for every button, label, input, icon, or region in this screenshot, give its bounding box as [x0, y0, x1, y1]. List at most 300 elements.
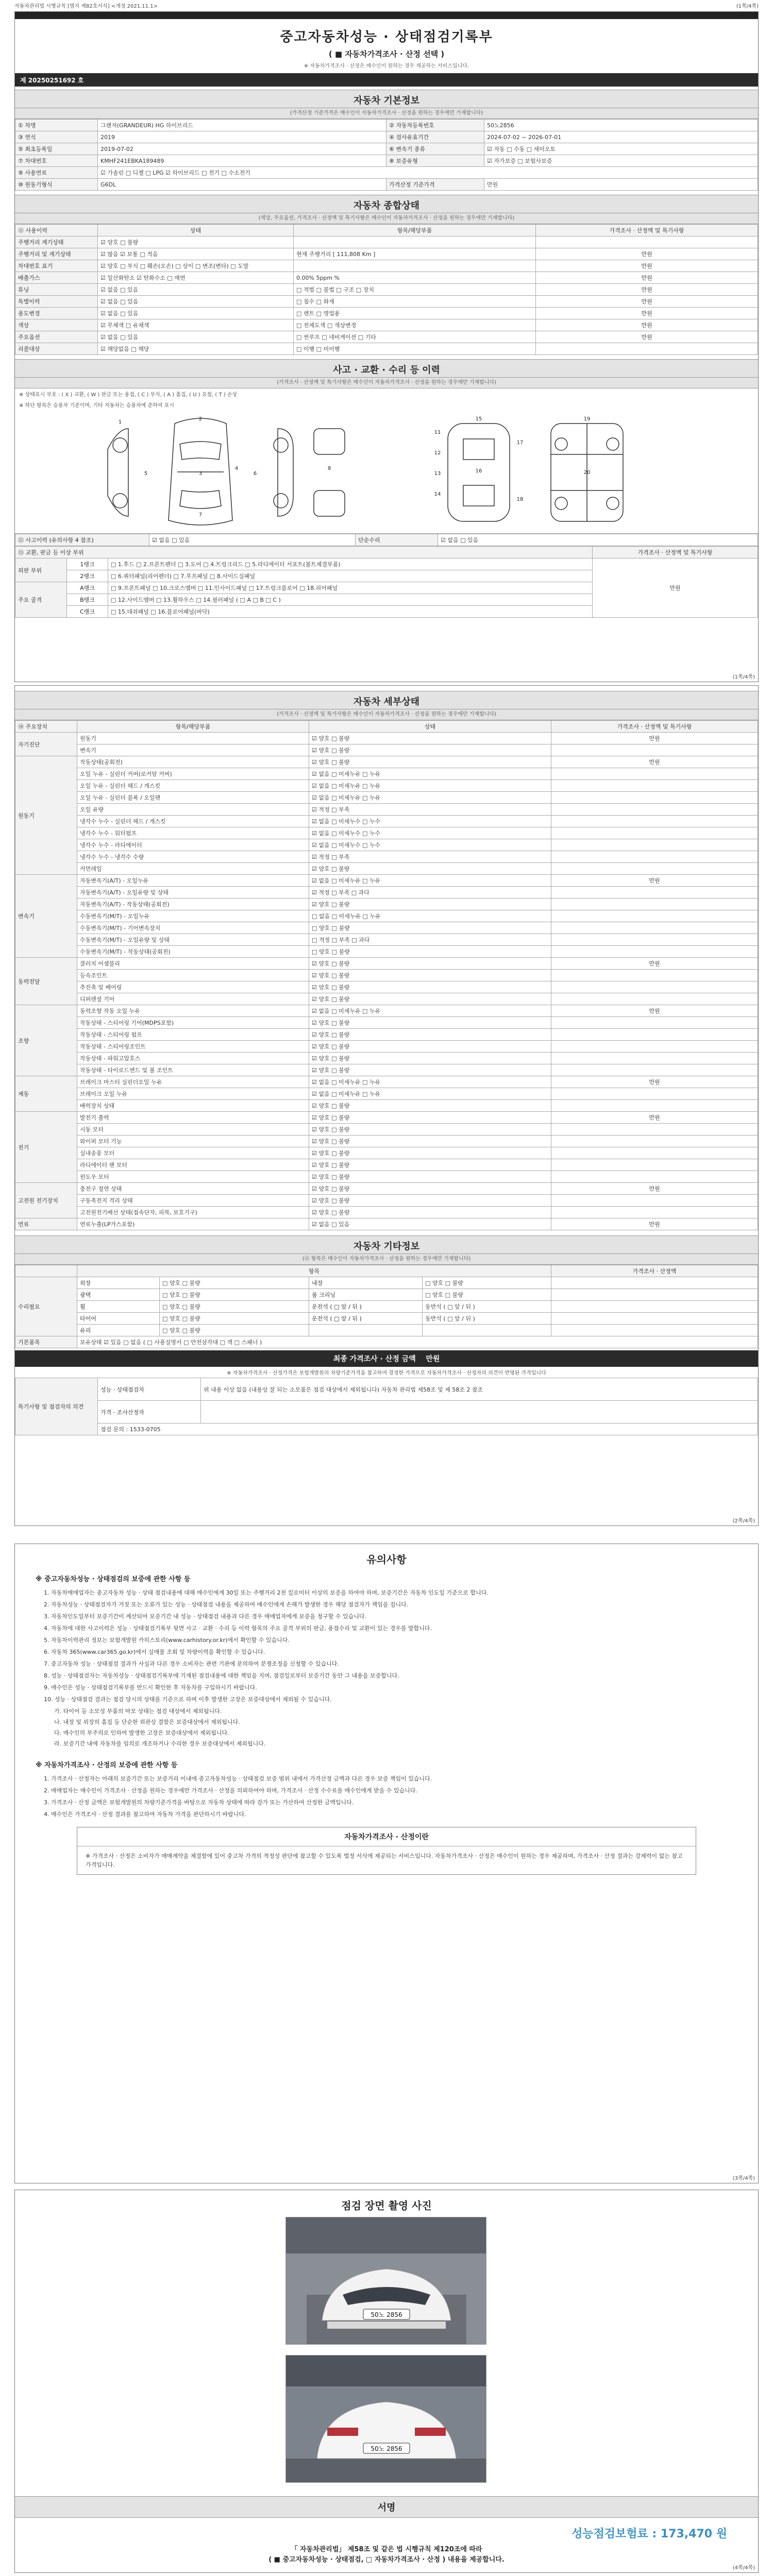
summary-item: 용도변경 — [15, 308, 98, 319]
detail-price — [551, 1195, 758, 1207]
summary-state: ☑ 양호 □ 불량 — [98, 236, 294, 248]
detail-part: 실내송풍 모터 — [77, 1147, 309, 1159]
other-item: 운전석 ( □ 앞 / 뒤 ) — [309, 1301, 423, 1313]
page-number-2: (2쪽/4쪽) — [732, 1518, 755, 1524]
summary-header-state: 상태 — [98, 225, 294, 236]
detail-price — [551, 1171, 758, 1183]
part-number: 1 — [118, 419, 122, 425]
summary-row — [15, 236, 758, 248]
detail-row — [15, 1136, 758, 1147]
part-number: 13 — [434, 471, 441, 477]
detail-part: 냉각수 누수 - 실린더 헤드 / 개스킷 — [77, 816, 309, 827]
detail-price — [551, 1088, 758, 1100]
detail-part: 디퍼렌셜 기어 — [77, 993, 309, 1005]
notice-item: 1. 자동차매매업자는 중고자동차 성능 · 상태 점검내용에 대해 매수인에게 30일 또는 주행거리 2천 킬로미터 이상의 보증을 하여야 하며, 보증기간은 자동차 인도일 기준으로 합니다. — [44, 1589, 489, 1596]
detail-state: ☑ 양호 □ 불량 — [309, 1183, 551, 1195]
exchange-group: 주요 골격 — [15, 582, 67, 618]
detail-row — [15, 768, 758, 780]
detail-group: 조향 — [15, 1005, 77, 1076]
detail-state: ☑ 없음 □ 미세누수 □ 누수 — [309, 827, 551, 839]
detail-price — [551, 934, 758, 946]
notice-subitem: 다. 매수인의 부주의로 인하여 발생한 고장은 보증대상에서 제외됩니다. — [54, 1730, 229, 1736]
detail-part: 자동변속기(A/T) - 오일유량 및 상태 — [77, 887, 309, 899]
top-band — [15, 12, 758, 19]
detail-row — [15, 899, 758, 910]
detail-part: 연료누출(LP가스포함) — [77, 1218, 309, 1230]
detail-row — [15, 993, 758, 1005]
page-1 — [14, 11, 759, 682]
detail-part: 배력장치 상태 — [77, 1100, 309, 1112]
form-reference: 자동차관리법 시행규칙 [별지 제82호서식] <개정 2021.11.1> — [14, 4, 158, 9]
detail-state: ☑ 없음 □ 미세누유 □ 누유 — [309, 768, 551, 780]
detail-part: 브레이크 마스터 실린더오일 누유 — [77, 1076, 309, 1088]
detail-price — [551, 816, 758, 827]
detail-part: 커먼레일 — [77, 863, 309, 875]
detail-row — [15, 863, 758, 875]
basic-value: 그랜저(GRANDEUR) HG 하이브리드 — [98, 120, 386, 131]
detail-price: 만원 — [551, 1183, 758, 1195]
basic-row — [15, 179, 758, 191]
detail-row — [15, 970, 758, 981]
summary-item: 주행거리 및 계기상태 — [15, 248, 98, 260]
detail-part: 시동 모터 — [77, 1124, 309, 1136]
price-explain-box — [77, 1827, 696, 1875]
other-value: 동반석 ( □ 앞 / 뒤 ) — [423, 1301, 551, 1313]
summary-table — [15, 224, 758, 355]
summary-header-price: 가격조사 · 산정액 및 특기사항 — [536, 225, 758, 236]
summary-item: 색상 — [15, 319, 98, 331]
signature-title: 서명 — [15, 2496, 758, 2518]
notice-item: 1. 가격조사 · 산정자는 아래의 보증기간 또는 보증거리 이내에 중고자동차성능 · 상태점검 보증 범위 내에서 가격산정 금액과 다른 경우 보증 책임이 있습니다. — [44, 1775, 432, 1782]
summary-detail: □ 침수 □ 화재 — [294, 296, 536, 308]
detail-row — [15, 1207, 758, 1218]
detail-part: 작동상태 - 파워고압호스 — [77, 1053, 309, 1064]
detail-part: 냉각수 누수 - 라디에이터 — [77, 839, 309, 851]
detail-price — [551, 804, 758, 816]
basic-label: ⑧ 보증유형 — [386, 155, 484, 167]
detail-header-price: 가격조사 · 산정액 및 특기사항 — [551, 721, 758, 733]
detail-row — [15, 1218, 758, 1230]
document-subtitle: ( ■ 자동차가격조사 · 산정 선택 ) — [328, 49, 445, 59]
accident-legend-2: ※ 하단 항목은 승용차 기준이며, 기타 자동차는 승용차에 준하여 표시 — [19, 403, 174, 409]
basic-info-table — [15, 119, 758, 191]
detail-part: 라디에이터 팬 모터 — [77, 1159, 309, 1171]
basic-label: ③ 연식 — [15, 131, 98, 143]
license-plate-front: 50노 2856 — [371, 2311, 402, 2318]
detail-row — [15, 958, 758, 970]
other-item — [309, 1325, 423, 1336]
form-header-line — [14, 2, 759, 10]
basic-label: ⑩ 원동기형식 — [15, 179, 98, 191]
detail-price: 만원 — [551, 733, 758, 744]
summary-row — [15, 284, 758, 296]
notice-item: 3. 자동차인도일부터 보증기간이 계산되어 보증기간 내 성능 · 상태점검 내용과 다른 경우 매매업자에게 보증을 청구할 수 있습니다. — [44, 1613, 366, 1620]
detail-part: 자동변속기(A/T) - 오일누유 — [77, 875, 309, 887]
basic-row — [15, 155, 758, 167]
summary-detail — [294, 260, 536, 272]
part-number: 15 — [475, 416, 482, 422]
other-header-item: 항목 — [77, 1265, 551, 1277]
other-row — [15, 1313, 758, 1325]
detail-row — [15, 839, 758, 851]
part-number: 17 — [516, 440, 524, 446]
detail-state: ☑ 없음 □ 미세누유 □ 누유 — [309, 875, 551, 887]
basic-value: 2024-07-02 ~ 2026-07-01 — [484, 131, 758, 143]
other-note: (⑮ 항목은 매수인이 자동차가격조사 · 산정을 원하는 경우에만 기재합니다) — [15, 1254, 758, 1265]
detail-price — [551, 910, 758, 922]
detail-part: 충전구 절연 상태 — [77, 1183, 309, 1195]
summary-state: ☑ 많음 ☑ 보통 □ 적음 — [98, 248, 294, 260]
final-price-note: ※ 자동차가격조사 · 산정가격은 보험개발원의 차량기준가격을 참고하여 결정한 가격으로 자동차가격조사 · 산정자의 의견이 반영된 가격입니다 — [227, 1370, 546, 1376]
exchange-rank: A랭크 — [67, 582, 108, 594]
summary-row — [15, 272, 758, 284]
document-number: 제 20250251692 호 — [20, 76, 84, 84]
detail-state: ☑ 양호 □ 불량 — [309, 1053, 551, 1064]
detail-price — [551, 851, 758, 863]
part-number: 3 — [198, 471, 203, 477]
other-item: 외장 — [77, 1277, 160, 1289]
accident-legend: ※ 상태표시 부호 : ( X ) 교환, ( W ) 판금 또는 용접, ( C ) 부식, ( A ) 흠집, ( U ) 요철, ( T ) 손상 — [19, 392, 238, 398]
basic-value: ☑ 자가보증 □ 보험사보증 — [484, 155, 758, 167]
summary-note: (색상, 주요옵션, 가격조사 · 산정액 및 특기사항은 매수인이 자동차가격조사 · 산정을 원하는 경우에만 기재합니다) — [15, 213, 758, 224]
exchange-row — [15, 558, 758, 570]
detail-price: 만원 — [551, 1112, 758, 1124]
detail-part: 수동변속기(M/T) - 오일누유 — [77, 910, 309, 922]
summary-row — [15, 331, 758, 343]
detail-group: 자기진단 — [15, 733, 77, 756]
detail-price — [551, 899, 758, 910]
detail-state: ☑ 양호 □ 불량 — [309, 1207, 551, 1218]
other-title: 자동차 기타정보 — [15, 1235, 758, 1254]
summary-item: 리콜대상 — [15, 343, 98, 355]
summary-price — [536, 343, 758, 355]
detail-note: (가격조사 · 산정액 및 특기사항은 매수인이 자동차가격조사 · 산정을 원하는 경우에만 기재합니다) — [15, 709, 758, 720]
detail-price — [551, 1136, 758, 1147]
summary-price: 만원 — [536, 331, 758, 343]
other-item: 내장 — [309, 1277, 423, 1289]
detail-row — [15, 934, 758, 946]
detail-state: ☑ 적정 □ 부족 — [309, 851, 551, 863]
detail-part: 와이퍼 모터 기능 — [77, 1136, 309, 1147]
detail-part: 원동기 — [77, 733, 309, 744]
detail-part: 수동변속기(M/T) - 작동상태(공회전) — [77, 946, 309, 958]
part-number: 18 — [516, 497, 524, 502]
detail-group: 제동 — [15, 1076, 77, 1112]
simple-repair-value: ☑ 없음 □ 있음 — [438, 534, 758, 546]
basic-value: KMHF241EBKA189489 — [98, 155, 386, 167]
detail-part: 오일 누유 - 실린더 커버(로커암 커버) — [77, 768, 309, 780]
detail-group: 변속기 — [15, 875, 77, 958]
other-item: 휠 — [77, 1301, 160, 1313]
other-item: 운전석 ( □ 앞 / 뒤 ) — [309, 1313, 423, 1325]
accident-title: 사고 · 교환 · 수리 등 이력 — [15, 359, 758, 378]
detail-state: ☑ 없음 □ 미세누수 □ 누수 — [309, 839, 551, 851]
detail-price — [551, 1053, 758, 1064]
detail-price — [551, 1207, 758, 1218]
notice-item: 8. 성능 · 상태점검자는 자동차성능 · 상태점검기록부에 기재된 점검내용에 대한 책임을 지며, 점검일로부터 보증기간 동안 그 내용을 보증합니다. — [44, 1672, 399, 1679]
detail-part: 구동축전지 격리 상태 — [77, 1195, 309, 1207]
detail-row — [15, 1029, 758, 1041]
exchange-rank: B랭크 — [67, 594, 108, 606]
detail-price — [551, 1029, 758, 1041]
other-item: 룸 크리닝 — [309, 1289, 423, 1301]
detail-row — [15, 1100, 758, 1112]
detail-price — [551, 827, 758, 839]
remark-key: 가격 · 조사산정자 — [98, 1401, 201, 1423]
detail-state: ☑ 양호 □ 불량 — [309, 993, 551, 1005]
detail-part: 수동변속기(M/T) - 기어변속장치 — [77, 922, 309, 934]
page-number-4: (4쪽/4쪽) — [732, 2565, 755, 2571]
detail-price — [551, 1041, 758, 1053]
other-price — [551, 1289, 758, 1301]
legal-footnote: 「 자동차관리법」 제58조 및 같은 법 시행규칙 제120조에 따라 ( ■ 중고자동차성능 · 상태점검, □ 자동차가격조사 · 산정 ) 내용을 제공합니다. — [268, 2546, 505, 2564]
detail-state: □ 양호 □ 불량 — [309, 922, 551, 934]
summary-price: 만원 — [536, 308, 758, 319]
detail-price — [551, 768, 758, 780]
notice-title: 유의사항 — [366, 1553, 407, 1566]
basic-label: ⑤ 최초등록일 — [15, 143, 98, 155]
notice-item: 9. 매수인은 성능 · 상태점검기록부를 반드시 확인한 후 자동차를 구입하시기 바랍니다. — [44, 1684, 257, 1691]
page-3 — [14, 1544, 759, 2183]
detail-price: 만원 — [551, 756, 758, 768]
basic-items-value: 보유상태 ☑ 있음 □ 없음 ( □ 사용설명서 □ 안전삼각대 □ 잭 □ 스패너 ) — [77, 1336, 758, 1348]
remark-label: 특기사항 및 점검자의 의견 — [15, 1378, 98, 1435]
other-row — [15, 1301, 758, 1313]
summary-title: 자동차 종합상태 — [15, 195, 758, 213]
summary-row — [15, 296, 758, 308]
detail-state: ☑ 없음 □ 미세누유 □ 누유 — [309, 780, 551, 792]
detail-price — [551, 922, 758, 934]
summary-detail: □ 적법 □ 불법 □ 구조 □ 장치 — [294, 284, 536, 296]
detail-part: 오일 누유 - 실린더 헤드 / 개스킷 — [77, 780, 309, 792]
other-item: 유리 — [77, 1325, 160, 1336]
notice-item: 2. 매매업자는 매수인이 가격조사 · 산정을 원하는 경우에만 가격조사 · 산정을 의뢰하여야 하며, 가격조사 · 산정 수수료를 매수인에게 받을 수 있습니다. — [44, 1787, 417, 1794]
summary-row — [15, 248, 758, 260]
document-title: 중고자동차성능 · 상태점검기록부 — [280, 29, 493, 45]
detail-row — [15, 1195, 758, 1207]
detail-row — [15, 804, 758, 816]
page-indicator: (1쪽/4쪽) — [736, 4, 759, 9]
detail-row — [15, 1171, 758, 1183]
detail-part: 냉각수 누수 - 워터펌프 — [77, 827, 309, 839]
basic-value: 만원 — [484, 179, 758, 191]
car-outer-diagram — [97, 413, 355, 531]
summary-row — [15, 260, 758, 272]
remark-value — [201, 1401, 758, 1423]
detail-header-device: ⑭ 주요장치 — [15, 721, 77, 733]
insurance-fee: 성능점검보험료 : 173,470 원 — [571, 2528, 727, 2540]
detail-price: 만원 — [551, 1005, 758, 1017]
summary-item: 특별이력 — [15, 296, 98, 308]
detail-row — [15, 827, 758, 839]
inspection-photo-rear — [285, 2355, 486, 2483]
other-value: □ 양호 □ 불량 — [160, 1325, 309, 1336]
detail-part: 고전원전기배선 상태(접속단자, 피복, 보호기구) — [77, 1207, 309, 1218]
summary-state: ☑ 없음 □ 있음 — [98, 296, 294, 308]
detail-part: 작동상태 - 스티어링 기어(MDPS포함) — [77, 1017, 309, 1029]
detail-state: ☑ 양호 □ 불량 — [309, 1100, 551, 1112]
detail-part: 작동상태 - 타이로드엔드 및 볼 조인트 — [77, 1064, 309, 1076]
exchange-rank: 1랭크 — [67, 558, 108, 570]
exchange-table — [15, 546, 758, 618]
detail-group: 동력전달 — [15, 958, 77, 1005]
notice-subitem: 가. 타이어 등 소모성 부품의 마모 상태는 점검 대상에서 제외됩니다. — [54, 1708, 222, 1715]
detail-price — [551, 839, 758, 851]
other-price — [551, 1301, 758, 1313]
detail-state: ☑ 양호 □ 불량 — [309, 1171, 551, 1183]
other-row — [15, 1289, 758, 1301]
summary-detail: □ 이행 □ 미이행 — [294, 343, 536, 355]
detail-row — [15, 1112, 758, 1124]
part-number: 11 — [434, 430, 441, 435]
summary-item: 튜닝 — [15, 284, 98, 296]
accident-note: (가격조사 · 산정액 및 특기사항은 매수인이 자동차가격조사 · 산정을 원하는 경우에만 기재합니다) — [15, 378, 758, 388]
notice-subitem: 나. 내장 및 외장의 흠집 등 단순한 외관상 결함은 보증대상에서 제외됩니다. — [54, 1719, 240, 1725]
detail-state: ☑ 없음 □ 미세누유 □ 누유 — [309, 792, 551, 804]
detail-row — [15, 816, 758, 827]
summary-row — [15, 319, 758, 331]
detail-row — [15, 1088, 758, 1100]
notice-section-2: ※ 자동차가격조사 · 산정의 보증에 관한 사항 등 — [36, 1761, 178, 1769]
summary-state: ☑ 없음 □ 있음 — [98, 308, 294, 319]
notice-item: 4. 매수인은 가격조사 · 산정 결과를 참고하여 자동차 가격을 판단하시기 바랍니다. — [44, 1811, 246, 1818]
exchange-parts: □ 15.대쉬패널 □ 16.플로어패널(바닥) — [108, 606, 593, 618]
accident-history-label: ⑫ 사고이력 (유의사항 4 참조) — [15, 534, 149, 546]
exchange-parts: □ 9.프론트패널 □ 10.크로스멤버 □ 11.인사이드패널 □ 17.트렁크플로어 □ 18.리어패널 — [108, 582, 593, 594]
simple-repair-label: 단순수리 — [356, 534, 438, 546]
other-price — [551, 1313, 758, 1325]
page-number-1: (1쪽/4쪽) — [732, 674, 755, 680]
exchange-parts: □ 1.후드 □ 2.프론트펜더 □ 3.도어 □ 4.트렁크리드 □ 5.라디에이터 서포트(볼트체결부품) — [108, 558, 593, 570]
basic-info-title: 자동차 기본정보 — [15, 90, 758, 108]
exchange-parts: □ 6.쿼터패널(리어펜더) □ 7.루프패널 □ 8.사이드실패널 — [108, 570, 593, 582]
other-price — [551, 1325, 758, 1336]
detail-part: 등속조인트 — [77, 970, 309, 981]
detail-table — [15, 720, 758, 1230]
summary-header-item: 항목/해당부품 — [294, 225, 536, 236]
detail-row — [15, 1076, 758, 1088]
summary-detail — [294, 236, 536, 248]
detail-state: ☑ 양호 □ 불량 — [309, 981, 551, 993]
other-basic-row — [15, 1336, 758, 1348]
detail-price — [551, 970, 758, 981]
detail-row — [15, 756, 758, 768]
detail-part: 자동변속기(A/T) - 작동상태(공회전) — [77, 899, 309, 910]
basic-items-label: 기본품목 — [15, 1336, 77, 1348]
detail-part: 동력조향 작동 오일 누유 — [77, 1005, 309, 1017]
summary-detail: □ 전체도색 □ 색상변경 — [294, 319, 536, 331]
summary-item: 배출가스 — [15, 272, 98, 284]
detail-part: 작동상태 - 스티어링조인트 — [77, 1041, 309, 1053]
notice-item: 10. 성능 · 상태점검 결과는 점검 당시의 상태를 기준으로 하며 이후 발생한 고장은 보증대상에서 제외될 수 있습니다. — [44, 1696, 332, 1703]
summary-state: ☑ 양호 □ 부식 □ 훼손(오손) □ 상이 □ 변조(변타) □ 도말 — [98, 260, 294, 272]
detail-row — [15, 1005, 758, 1017]
other-value: □ 양호 □ 불량 — [160, 1277, 309, 1289]
detail-row — [15, 1041, 758, 1053]
detail-price — [551, 981, 758, 993]
summary-header-usage: ⑪ 사용이력 — [15, 225, 98, 236]
part-number: 19 — [583, 416, 591, 422]
detail-header-state: 상태 — [309, 721, 551, 733]
detail-state: ☑ 양호 □ 불량 — [309, 1017, 551, 1029]
basic-label: ① 차명 — [15, 120, 98, 131]
detail-state: ☑ 양호 □ 불량 — [309, 899, 551, 910]
detail-state: ☑ 없음 □ 미세누유 □ 누유 — [309, 1088, 551, 1100]
page-number-3: (3쪽/4쪽) — [732, 2176, 755, 2181]
detail-state: ☑ 양호 □ 불량 — [309, 1112, 551, 1124]
detail-price — [551, 1017, 758, 1029]
notice-section-1: ※ 중고자동차성능 · 상태점검의 보증에 관한 사항 등 — [36, 1575, 191, 1583]
summary-price: 만원 — [536, 248, 758, 260]
detail-row — [15, 875, 758, 887]
detail-price — [551, 887, 758, 899]
other-item: 광택 — [77, 1289, 160, 1301]
summary-row — [15, 343, 758, 355]
detail-price: 만원 — [551, 1218, 758, 1230]
contact-row — [15, 1423, 758, 1435]
detail-row — [15, 792, 758, 804]
detail-row — [15, 922, 758, 934]
other-value: □ 양호 □ 불량 — [160, 1301, 309, 1313]
summary-state: ☑ 해당없음 □ 해당 — [98, 343, 294, 355]
detail-price — [551, 792, 758, 804]
basic-label: ② 자동차등록번호 — [386, 120, 484, 131]
basic-label: 가격산정 기준가격 — [386, 179, 484, 191]
detail-state: ☑ 없음 □ 미세누유 □ 누유 — [309, 1005, 551, 1017]
basic-label: ⑨ 사용연료 — [15, 167, 98, 179]
other-value: □ 양호 □ 불량 — [160, 1289, 309, 1301]
detail-part: 작동상태(공회전) — [77, 756, 309, 768]
basic-row — [15, 167, 758, 179]
part-number: 2 — [198, 416, 203, 422]
summary-state: ☑ 없음 □ 있음 — [98, 284, 294, 296]
summary-price: 만원 — [536, 260, 758, 272]
contact-info: 점검 문의 : 1533-0705 — [98, 1423, 758, 1435]
notice-item: 2. 자동차성능 · 상태점검자가 거짓 또는 오류가 있는 성능 · 상태점검 내용을 제공하여 매수인에게 손해가 발생한 경우 해당 점검자가 책임을 집니다. — [44, 1601, 409, 1608]
detail-title: 자동차 세부상태 — [15, 691, 758, 709]
detail-group: 연료 — [15, 1218, 77, 1230]
car-frame-diagram — [427, 413, 664, 531]
detail-state: ☑ 양호 □ 불량 — [309, 1029, 551, 1041]
notice-item: 3. 가격조사 · 산정 금액은 보험개발원의 차량기준가격을 바탕으로 자동차 상태에 따라 감가 또는 가산하여 산정한 금액입니다. — [44, 1799, 354, 1806]
summary-price: 만원 — [536, 272, 758, 284]
detail-price — [551, 1147, 758, 1159]
detail-state: ☑ 양호 □ 불량 — [309, 744, 551, 756]
remark-value: 위 내용 이상 없음 (내용상 잘 되는 소모품은 점검 대상에서 제외됩니다) 자동차 관리법 제58조 및 제 58조 2 참조 — [201, 1378, 758, 1401]
basic-value: 2019-07-02 — [98, 143, 386, 155]
basic-row — [15, 131, 758, 143]
detail-price: 만원 — [551, 1076, 758, 1088]
detail-state: ☑ 적정 □ 부족 — [309, 804, 551, 816]
detail-row — [15, 1159, 758, 1171]
basic-info-note: (가격산정 기준가격은 매수인이 자동차가격조사 · 산정을 원하는 경우에만 기재합니다) — [15, 108, 758, 119]
basic-value: 50노2856 — [484, 120, 758, 131]
notice-item: 6. 자동차 365(www.car365.go.kr)에서 실매물 조회 및 차량이력을 확인할 수 있습니다. — [44, 1649, 265, 1655]
other-row — [15, 1277, 758, 1289]
detail-row — [15, 1017, 758, 1029]
other-price — [551, 1277, 758, 1289]
detail-state: ☑ 양호 □ 불량 — [309, 1041, 551, 1053]
basic-row — [15, 120, 758, 131]
detail-price: 만원 — [551, 875, 758, 887]
page-2 — [14, 685, 759, 1526]
remark-row — [15, 1378, 758, 1401]
other-value — [423, 1325, 551, 1336]
summary-detail: 현재 주행거리 [ 111,808 Km ] — [294, 248, 536, 260]
detail-state: ☑ 양호 □ 불량 — [309, 1064, 551, 1076]
other-row — [15, 1325, 758, 1336]
notice-item: 7. 중고자동차 성능 · 상태점검 결과가 사실과 다른 경우 소비자는 관련 기관에 문의하여 분쟁조정을 신청할 수 있습니다. — [44, 1660, 339, 1667]
